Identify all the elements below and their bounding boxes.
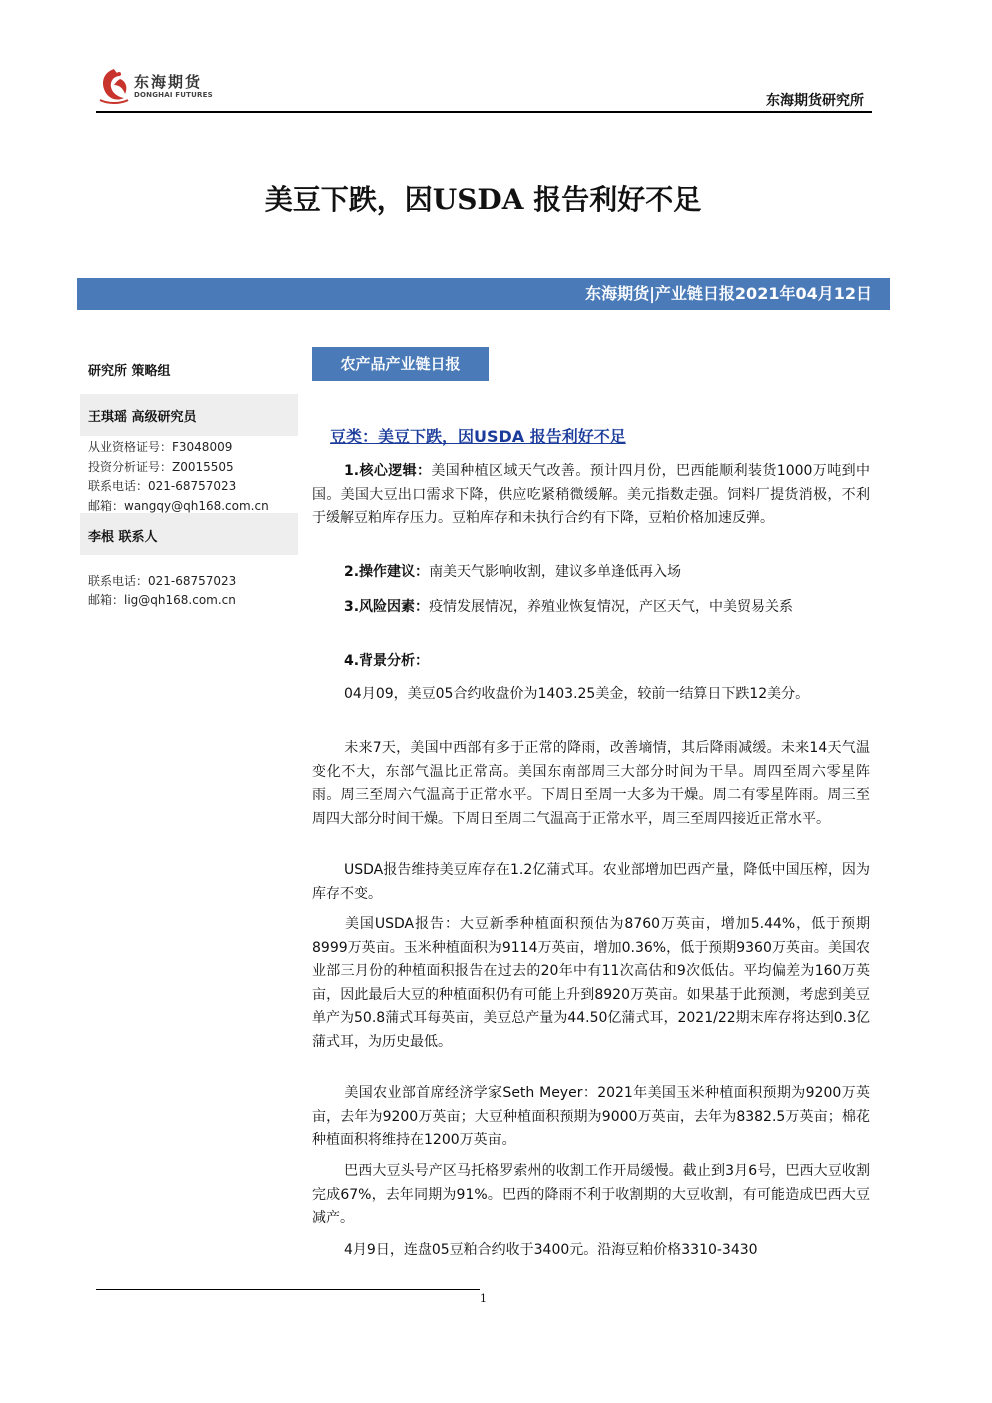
header-divider — [96, 111, 872, 113]
point-text: 疫情发展情况，养殖业恢复情况，产区天气，中美贸易关系 — [429, 599, 794, 615]
paragraph-text: 巴西大豆头号产区马托格罗索州的收割工作开局缓慢。截止到3月6号，巴西大豆收割完成67%，去年同期为91%。巴西的降雨不利于收割期的大豆收割，有可能造成巴西大豆减产。 — [312, 1163, 870, 1226]
logo-cn-text: 东海期货 — [134, 73, 203, 91]
body-paragraph — [312, 913, 870, 1054]
date-banner: 东海期货|产业链日报2021年04月12日 — [77, 278, 890, 310]
page-number: 1 — [480, 1292, 487, 1305]
analyst1-phone: 联系电话：021-68757023 — [88, 479, 237, 493]
section-title: 豆类：美豆下跌，因USDA 报告利好不足 — [330, 427, 626, 446]
point-text: 美国种植区域天气改善。预计四月份，巴西能顺利装货1000万吨到中国。美国大豆出口需求下降，供应吃紧稍微缓解。美元指数走强。饲料厂提货消极，不利于缓解豆粕库存压力。豆粕库存和未执行合约有下降，豆粕价格加速反弹。 — [312, 463, 870, 526]
operation-suggestion-point — [312, 561, 870, 585]
org-name: 东海期货研究所 — [766, 93, 864, 109]
point-label: 3.风险因素： — [344, 599, 430, 615]
paragraph-text: USDA报告维持美豆库存在1.2亿蒲式耳。农业部增加巴西产量，降低中国压榨，因为库存不变。 — [312, 862, 870, 902]
paragraph-text: 美国农业部首席经济学家Seth Meyer：2021年美国玉米种植面积预期为9200万英亩，去年为9200万英亩；大豆种植面积预期为9000万英亩，去年为8382.5万英亩；棉花种植面积将维持在1200万英亩。 — [312, 1085, 870, 1148]
point-text: 南美天气影响收割，建议多单逢低再入场 — [429, 564, 682, 580]
point-label: 2.操作建议： — [344, 564, 430, 580]
core-logic-point — [312, 460, 870, 531]
report-title: 美豆下跌，因USDA 报告利好不足 — [264, 183, 702, 216]
analyst2-name: 李根 联系人 — [88, 530, 158, 545]
paragraph-text: 美国USDA报告：大豆新季种植面积预估为8760万英亩，增加5.44%，低于预期8999万英亩。玉米种植面积为9114万英亩，增加0.36%，低于预期9360万英亩。美国农业部三月份的种植面积报告在过去的20年中有11次高估和9次低估。平均偏差为160万英亩，因此最后大豆的种植面积仍有可能上升到8920万英亩。如果基于此预测，考虑到美豆单产为50.8蒲式耳每英亩，美豆总产量为44.50亿蒲式耳，2021/22期末库存将达到0.3亿蒲式耳，为历史最低。 — [312, 916, 870, 1050]
body-paragraph — [312, 1239, 870, 1263]
risk-factors-point — [312, 596, 870, 620]
body-paragraph — [312, 683, 870, 707]
sidebar-strategy-group: 研究所 策略组 — [88, 364, 171, 379]
analyst1-name: 王琪瑶 高级研究员 — [88, 410, 197, 425]
body-paragraph — [312, 859, 870, 906]
body-paragraph — [312, 1160, 870, 1231]
analyst1-investment-license: 投资分析证号：Z0015505 — [88, 460, 234, 474]
background-analysis-point — [312, 650, 870, 674]
point-label: 1.核心逻辑： — [344, 463, 432, 479]
logo-en-text: DONGHAI FUTURES — [134, 91, 213, 99]
footer-divider — [96, 1289, 480, 1290]
paragraph-text: 未来7天，美国中西部有多于正常的降雨，改善墒情，其后降雨减缓。未来14天气温变化不大，东部气温比正常高。美国东南部周三大部分时间为干旱。周四至周六零星阵雨。周三至周六气温高于正常水平。下周日至周一大多为干燥。周二有零星阵雨。周三至周四大部分时间干燥。下周日至周二气温高于正常水平，周三至周四接近正常水平。 — [312, 740, 870, 827]
dragon-logo-icon — [96, 66, 132, 106]
point-label: 4.背景分析： — [344, 653, 430, 669]
body-paragraph — [312, 1082, 870, 1153]
paragraph-text: 4月9日，连盘05豆粕合约收于3400元。沿海豆粕价格3310-3430 — [344, 1242, 758, 1258]
category-tag: 农产品产业链日报 — [312, 347, 489, 381]
body-paragraph — [312, 737, 870, 831]
analyst1-email[interactable]: 邮箱：wangqy@qh168.com.cn — [88, 499, 269, 513]
analyst2-phone: 联系电话：021-68757023 — [88, 574, 237, 588]
analyst2-email[interactable]: 邮箱：lig@qh168.com.cn — [88, 593, 236, 607]
analyst1-qualification: 从业资格证号：F3048009 — [88, 440, 233, 454]
company-logo — [96, 66, 236, 106]
paragraph-text: 04月09，美豆05合约收盘价为1403.25美金，较前一结算日下跌12美分。 — [344, 686, 810, 702]
